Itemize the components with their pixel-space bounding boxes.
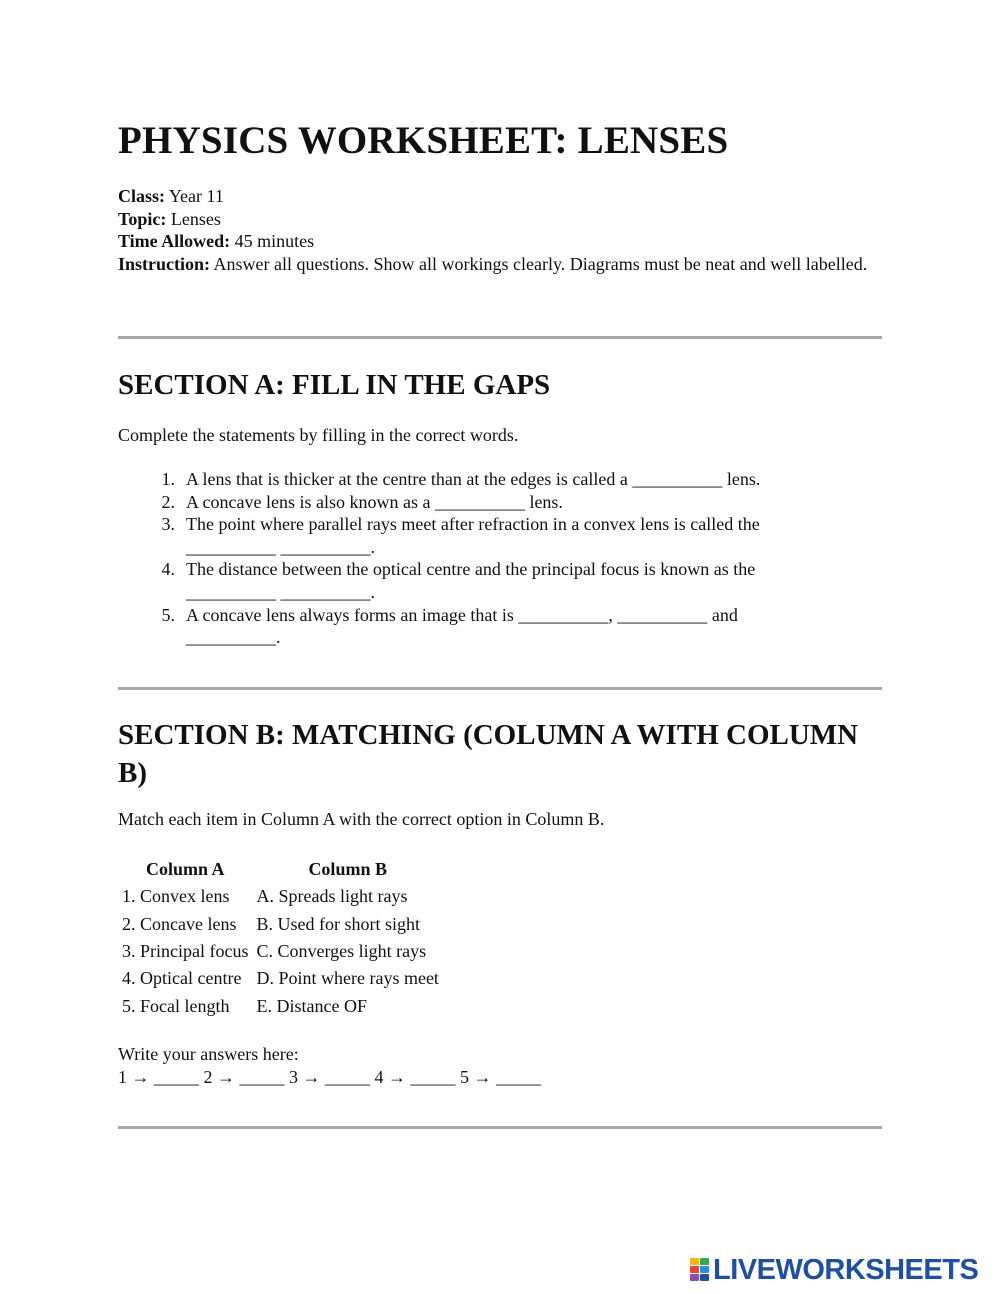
column-a-header: Column A xyxy=(145,858,225,879)
divider xyxy=(118,336,882,339)
fill-gaps-list xyxy=(118,468,882,649)
divider xyxy=(118,687,882,690)
answers-prompt: Write your answers here: xyxy=(118,1044,299,1064)
list-item: 3 . The point where parallel rays meet after refraction in a convex lens is called the __________ __________. xyxy=(118,513,882,558)
matching-table xyxy=(118,855,443,1020)
table-header-row xyxy=(118,855,443,883)
meta-class: Class: Year 11 xyxy=(118,186,224,206)
table-row: 2. Concave lens B. Used for short sight xyxy=(122,913,420,934)
list-item: 1 . A lens that is thicker at the centre than at the edges is called a __________ lens. xyxy=(118,468,882,491)
list-item: 5 . A concave lens always forms an image that is __________, __________ and __________. xyxy=(118,604,882,649)
section-b-intro: Match each item in Column A with the correct option in Column B. xyxy=(118,809,605,829)
liveworksheets-logo xyxy=(690,1255,978,1285)
list-item: 2 . A concave lens is also known as a __________ lens. xyxy=(118,491,882,514)
divider xyxy=(118,1126,882,1129)
table-row: 3. Principal focus C. Converges light rays xyxy=(122,940,427,961)
column-b-header: Column B xyxy=(308,858,387,879)
section-a-heading: SECTION A: FILL IN THE GAPS xyxy=(118,369,551,401)
meta-topic: Topic: Lenses xyxy=(118,208,221,229)
meta-instruction: Instruction: Answer all questions. Show all workings clearly. Diagrams must be neat and well labelled. xyxy=(118,253,868,274)
page-title: PHYSICS WORKSHEET: LENSES xyxy=(118,119,729,162)
answers-block xyxy=(118,1043,541,1088)
logo-text: LIVEWORKSHEETS xyxy=(713,1254,979,1286)
section-b-heading: SECTION B: MATCHING (COLUMN A WITH COLUMN B) xyxy=(118,719,859,789)
section-a-intro: Complete the statements by filling in the correct words. xyxy=(118,425,519,445)
table-row: 1. Convex lens A. Spreads light rays xyxy=(122,886,408,907)
table-row: 5. Focal length E. Distance OF xyxy=(122,995,367,1016)
answers-line[interactable]: 1 → _____ 2 → _____ 3 → _____ 4 → _____ 5 → _____ xyxy=(118,1066,541,1087)
table-row: 4. Optical centre D. Point where rays meet xyxy=(122,968,439,989)
meta-time: Time Allowed: 45 minutes xyxy=(118,231,315,252)
worksheet-meta xyxy=(118,185,882,275)
list-item: 4 . The distance between the optical centre and the principal focus is known as the __________ __________. xyxy=(118,558,882,603)
logo-tiles-icon xyxy=(690,1258,710,1282)
